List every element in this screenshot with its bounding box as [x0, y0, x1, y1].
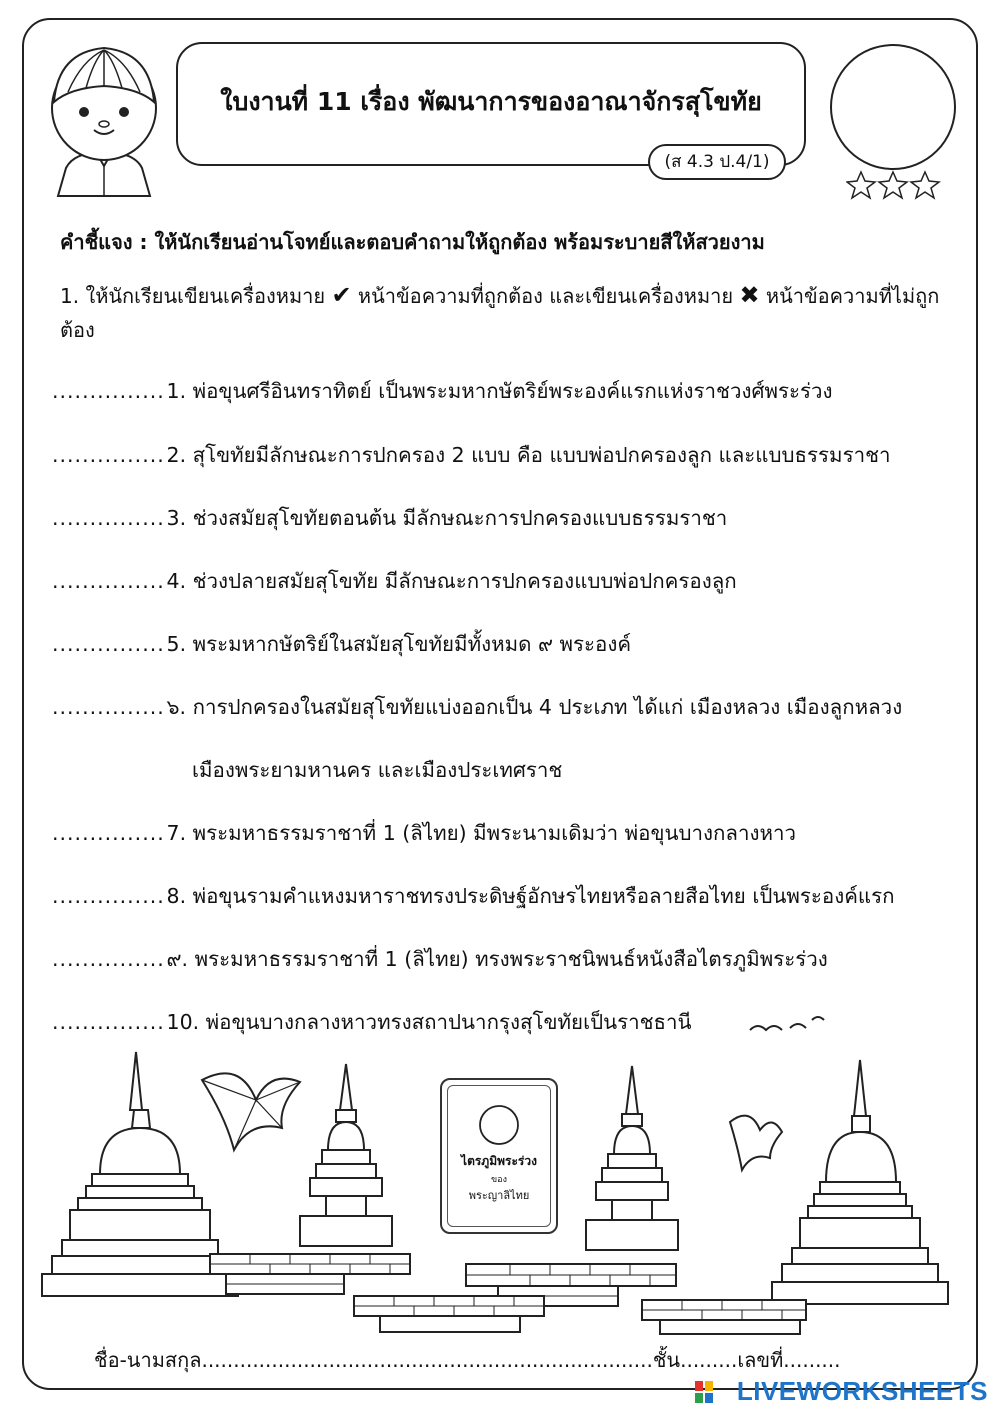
rating-stars [846, 170, 942, 200]
item-row [52, 691, 902, 724]
item-row [52, 375, 833, 408]
student-info-line [94, 1344, 841, 1376]
answer-blank[interactable]: ............... [52, 695, 165, 719]
item-text: 2. สุโขทัยมีลักษณะการปกครอง 2 แบบ คือ แบบพ่อปกครองลูก และแบบธรรมราชา [166, 443, 891, 467]
answer-blank[interactable]: ............... [52, 506, 165, 530]
item-text: ๙. พระมหาธรรมราชาที่ 1 (ลิไทย) ทรงพระราชนิพนธ์หนังสือไตรภูมิพระร่วง [166, 947, 828, 971]
liveworksheets-logo-icon [694, 1380, 714, 1404]
class-field[interactable]: ......... [680, 1348, 738, 1372]
answer-blank[interactable]: ............... [52, 1010, 165, 1034]
book-title: ไตรภูมิพระร่วง [461, 1154, 537, 1168]
worksheet-title: ใบงานที่ 11 เรื่อง พัฒนาการของอาณาจักรสุโขทัย [220, 87, 762, 116]
answer-blank[interactable]: ............... [52, 632, 165, 656]
item-row [52, 817, 796, 850]
instructions: คำชี้แจง : ให้นักเรียนอ่านโจทย์และตอบคำถามให้ถูกต้อง พร้อมระบายสีให้สวยงาม [60, 230, 765, 254]
name-label: ชื่อ-นามสกุล [94, 1348, 202, 1372]
star-icon [847, 172, 875, 198]
q1-text-part2: หน้าข้อความที่ถูกต้อง และเขียนเครื่องหมาย [357, 284, 734, 308]
answer-blank[interactable]: ............... [52, 821, 165, 845]
answer-blank[interactable]: ............... [52, 443, 165, 467]
boy-illustration [38, 40, 168, 200]
answer-blank[interactable]: ............... [52, 884, 165, 908]
curriculum-code: (ส 4.3 ป.4/1) [648, 144, 786, 180]
item-text: 5. พระมหากษัตริย์ในสมัยสุโขทัยมีทั้งหมด ๙ พระองค์ [166, 632, 632, 656]
item-row [52, 880, 895, 913]
cross-icon: ✖ [739, 281, 760, 309]
item-continuation: เมืองพระยามหานคร และเมืองประเทศราช [192, 758, 563, 782]
item-text: 7. พระมหาธรรมราชาที่ 1 (ลิไทย) มีพระนามเดิมว่า พ่อขุนบางกลางหาว [166, 821, 797, 845]
answer-blank[interactable]: ............... [52, 947, 165, 971]
item-text: 8. พ่อขุนรามคำแหงมหาราชทรงประดิษฐ์อักษรไทยหรือลายสือไทย เป็นพระองค์แรก [166, 884, 895, 908]
item-text: 10. พ่อขุนบางกลางหาวทรงสถาปนากรุงสุโขทัยเป็นราชธานี [166, 1010, 692, 1034]
item-text: 3. ช่วงสมัยสุโขทัยตอนต้น มีลักษณะการปกครองแบบธรรมราชา [166, 506, 728, 530]
question-1-instruction [60, 278, 950, 347]
answer-blank[interactable]: ............... [52, 379, 165, 403]
score-circle [830, 44, 956, 170]
item-row [52, 628, 631, 661]
item-text: 4. ช่วงปลายสมัยสุโขทัย มีลักษณะการปกครองแบบพ่อปกครองลูก [166, 569, 737, 593]
class-label: ชั้น [652, 1348, 681, 1372]
number-field[interactable]: ......... [783, 1348, 841, 1372]
number-label: เลขที่ [737, 1348, 784, 1372]
item-row [52, 439, 891, 472]
item-row [52, 502, 727, 535]
book-author: พระญาลิไทย [468, 1189, 530, 1202]
star-icon [911, 172, 939, 198]
item-row [52, 565, 737, 598]
liveworksheets-brand[interactable]: LIVEWORKSHEETS [736, 1376, 988, 1406]
q1-text-part3: หน้าข้อความที่ไม่ถูกต้อง [60, 284, 940, 342]
answer-blank[interactable]: ............... [52, 569, 165, 593]
item-text: 1. พ่อขุนศรีอินทราทิตย์ เป็นพระมหากษัตริย์พระองค์แรกแห่งราชวงศ์พระร่วง [166, 379, 833, 403]
name-field[interactable]: ....................................................................... [201, 1348, 653, 1372]
item-text: ๖. การปกครองในสมัยสุโขทัยแบ่งออกเป็น 4 ประเภท ได้แก่ เมืองหลวง เมืองลูกหลวง [166, 695, 903, 719]
book-of-label: ของ [491, 1175, 507, 1185]
item-row [52, 943, 828, 976]
star-icon [879, 172, 907, 198]
q1-text-part1: 1. ให้นักเรียนเขียนเครื่องหมาย [60, 284, 326, 308]
book-emblem-icon [476, 1102, 522, 1148]
check-icon: ✔ [331, 281, 352, 309]
